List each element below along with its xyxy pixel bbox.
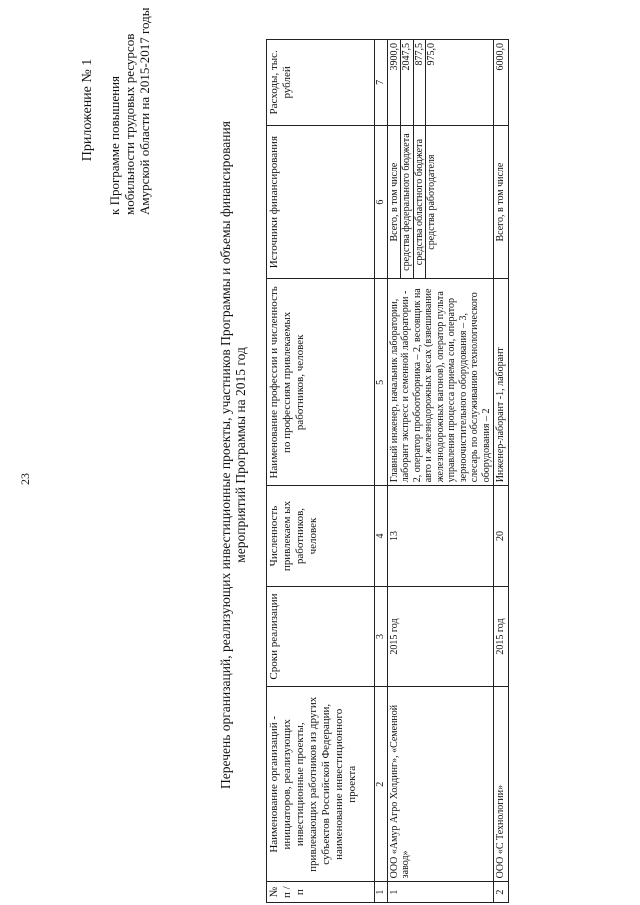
row-num: 2 xyxy=(494,882,509,903)
row-sources xyxy=(387,125,494,279)
appendix-line: мобильности трудовых ресурсов xyxy=(122,33,137,215)
table-header-row xyxy=(267,40,375,903)
amount-item: 877,5 xyxy=(414,40,427,125)
row-org: ООО «С Технологии» xyxy=(494,687,509,882)
page-number: 23 xyxy=(18,473,32,485)
col-header-amounts: Расходы, тыс. рублей xyxy=(267,40,375,126)
row-amounts xyxy=(494,40,509,126)
col-header-count: Численность привлекаем ых работников, человек xyxy=(267,486,375,586)
appendix-block xyxy=(80,5,152,215)
row-count: 20 xyxy=(494,486,509,586)
row-amounts xyxy=(387,40,494,126)
row-professions: Инженер-лаборант -1, лаборант xyxy=(494,279,509,486)
col-number: 5 xyxy=(375,279,388,486)
row-sources xyxy=(494,125,509,279)
amount-item: 2047,5 xyxy=(401,40,414,125)
col-number: 3 xyxy=(375,586,388,686)
col-number: 6 xyxy=(375,125,388,279)
col-number: 7 xyxy=(375,40,388,126)
amount-item: 6000,0 xyxy=(495,43,506,71)
source-item: средства работодателя xyxy=(426,154,437,250)
document-heading xyxy=(218,115,248,795)
source-item: средства областного бюджета xyxy=(414,126,427,279)
appendix-line: Амурской области на 2015-2017 годы xyxy=(137,7,152,215)
col-number: 1 xyxy=(375,882,388,903)
table-row xyxy=(494,40,509,903)
appendix-line: к Программе повышения xyxy=(107,75,122,215)
appendix-title: Приложение № 1 xyxy=(80,58,95,162)
program-table xyxy=(266,39,509,903)
row-professions: Главный инженер, начальник лаборатории, лаборант экспресс и семенной лаборатории - 2, оператор пробоотборника – 2, весовщик на авто и железнодорожных весах (взвешивание железнодорожных вагонов), оператор пульта управления процесса приема сои, оператор зерноочистительного оборудования – 3, слесарь по обслуживанию технологического оборудования – 2 xyxy=(387,279,494,486)
source-item: Всего, в том числе xyxy=(495,162,506,242)
row-count: 13 xyxy=(387,486,494,586)
col-header-sources: Источники финансирования xyxy=(267,125,375,279)
row-org: ООО «Амур Агро Холдинг», «Семенной завод» xyxy=(387,687,494,882)
row-period: 2015 год xyxy=(494,586,509,686)
amount-item: 975,0 xyxy=(426,43,437,66)
col-header-period: Сроки реализации xyxy=(267,586,375,686)
amount-item: 3900,0 xyxy=(389,40,402,125)
heading-line: мероприятий Программы на 2015 год xyxy=(233,347,248,563)
col-header-org: Наименование организаций - инициаторов, реализующих инвестиционные проекты, привлекающих работников из других субъектов Российской Федерации, наименование инвестиционного проекта xyxy=(267,687,375,882)
col-header-professions: Наименование профессии и численность по профессиям привлекаемых работников, человек xyxy=(267,279,375,486)
source-item: Всего, в том числе xyxy=(389,126,402,279)
col-number: 2 xyxy=(375,687,388,882)
row-period: 2015 год xyxy=(387,586,494,686)
col-header-num: № п / п xyxy=(267,882,375,903)
row-num: 1 xyxy=(387,882,494,903)
column-number-row xyxy=(375,40,388,903)
source-item: средства федерального бюджета xyxy=(401,126,414,279)
col-number: 4 xyxy=(375,486,388,586)
heading-line: Перечень организаций, реализующих инвестиционные проекты, участников Программы и объемы финансирования xyxy=(218,121,233,789)
table-row xyxy=(387,40,494,903)
